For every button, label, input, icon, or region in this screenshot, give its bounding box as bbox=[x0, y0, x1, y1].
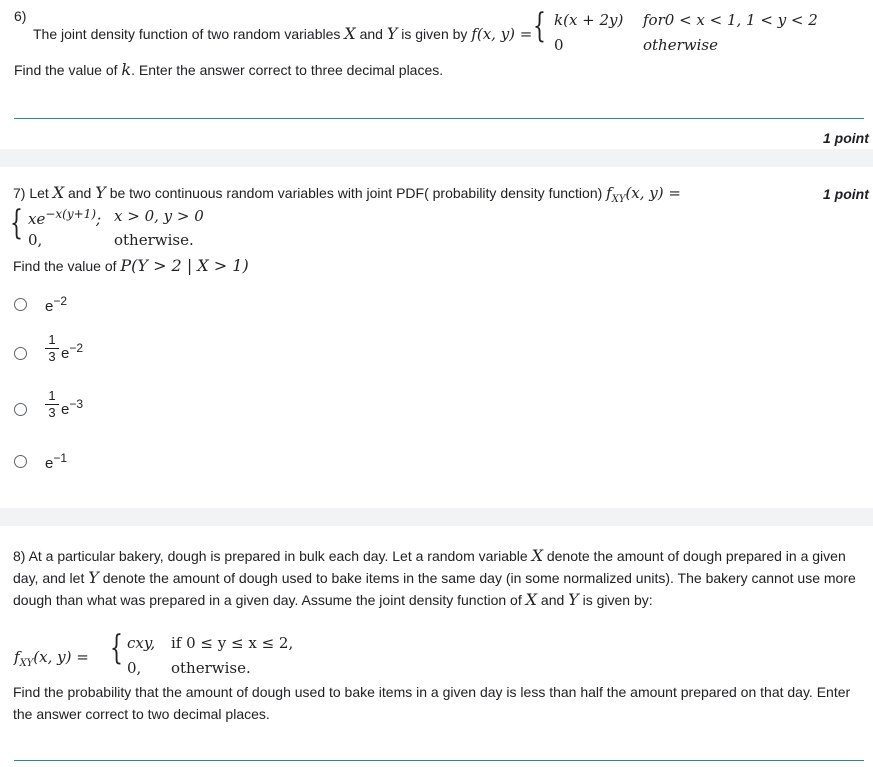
question-text-line: dough than what was prepared in a given day. Assume the joint density function of X and Y is given by: bbox=[13, 590, 653, 609]
option-2[interactable] bbox=[12, 333, 132, 373]
left-brace: { bbox=[110, 628, 123, 668]
question-number: 6) bbox=[14, 8, 27, 24]
radio-button[interactable] bbox=[14, 347, 27, 360]
radio-button[interactable] bbox=[14, 298, 27, 311]
case-expression: k(x + 2y) bbox=[554, 11, 624, 29]
answer-input-line[interactable] bbox=[14, 118, 864, 119]
case-expression: 0, bbox=[28, 231, 43, 249]
case-condition: x > 0, y > 0 bbox=[114, 207, 204, 225]
question-divider bbox=[0, 149, 873, 167]
fraction: 1 3 bbox=[45, 389, 59, 420]
question-instruction: Find the value of k. Enter the answer correct to three decimal places. bbox=[14, 60, 444, 79]
question-instruction: Find the probability that the amount of dough used to bake items in a given day is less than half the amount prepared on that day. Enter bbox=[13, 684, 851, 700]
case-expression: 0 bbox=[554, 36, 564, 54]
option-1[interactable] bbox=[12, 292, 132, 314]
case-condition: for0 < x < 1, 1 < y < 2 bbox=[643, 11, 818, 29]
option-4[interactable] bbox=[12, 450, 132, 472]
points-label: 1 point bbox=[823, 186, 869, 202]
question-text-line: 8) At a particular bakery, dough is prepared in bulk each day. Let a random variable X denote the amount of dough prepared in a given bbox=[13, 546, 846, 565]
case-condition: if 0 ≤ y ≤ x ≤ 2, bbox=[171, 634, 294, 652]
case-expression: cxy, bbox=[127, 634, 156, 652]
option-label: $e^{-3}$ bbox=[61, 397, 84, 418]
option-label: $e^{-2}$ bbox=[61, 341, 84, 362]
question-text-line: day, and let Y denote the amount of dough used to bake items in the same day (in some normalized units). The bakery cannot use more bbox=[13, 568, 856, 587]
case-condition: otherwise. bbox=[114, 231, 194, 249]
question-text: 7) Let X and Y be two continuous random variables with joint PDF( probability density function) $f_{XY}(x$, y) = bbox=[13, 183, 681, 205]
pdf-label: $f_{XY}(x$, y) = bbox=[14, 648, 89, 669]
case-condition: otherwise bbox=[643, 36, 718, 54]
points-label: 1 point bbox=[823, 130, 869, 146]
answer-input-line[interactable] bbox=[14, 760, 864, 761]
question-divider bbox=[0, 508, 873, 526]
radio-button[interactable] bbox=[14, 455, 27, 468]
option-3[interactable] bbox=[12, 389, 132, 429]
left-brace: { bbox=[533, 6, 546, 46]
question-instruction: Find the value of P(Y > 2 | X > 1) bbox=[13, 256, 249, 275]
question-text: The joint density function of two random variables X and Y is given by f(x, y) = bbox=[33, 24, 533, 43]
question-instruction: the answer correct to two decimal places. bbox=[13, 706, 270, 722]
left-brace: { bbox=[10, 203, 23, 243]
fraction: 1 3 bbox=[45, 333, 59, 364]
case-expression: $xe^{-x(y+1)}$; bbox=[28, 207, 102, 228]
case-condition: otherwise. bbox=[171, 659, 251, 677]
option-label: $e^{-2}$ bbox=[45, 294, 68, 315]
case-expression: 0, bbox=[127, 659, 142, 677]
radio-button[interactable] bbox=[14, 403, 27, 416]
option-label: $e^{-1}$ bbox=[45, 451, 68, 472]
